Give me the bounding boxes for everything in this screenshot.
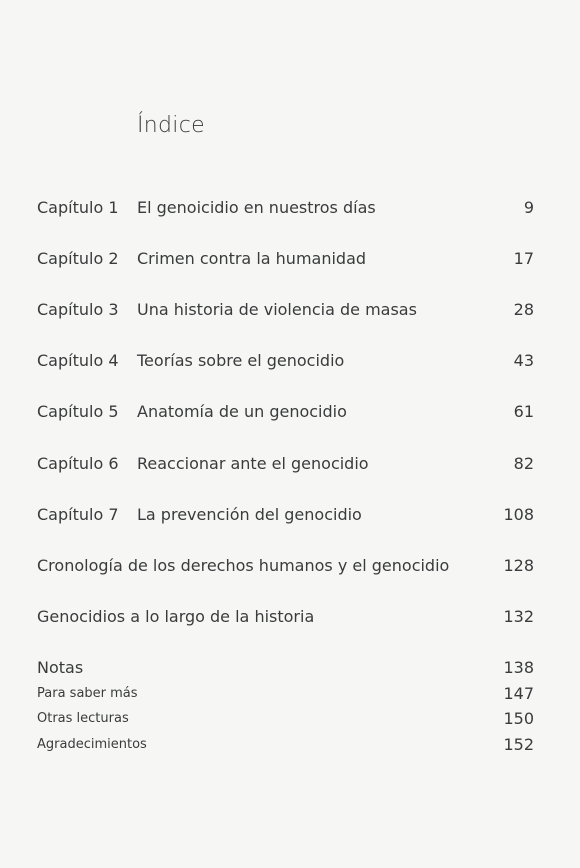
toc-entry-chronology — [37, 554, 534, 578]
toc-entry-acknowledgements — [37, 735, 534, 755]
toc-entry-notes — [37, 656, 534, 680]
page-number: 152 — [503, 735, 534, 754]
toc-entry-chapter-1 — [37, 196, 534, 220]
page-number: 28 — [513, 300, 534, 319]
chapter-title: Crimen contra la humanidad — [137, 249, 367, 268]
page-number: 108 — [503, 505, 534, 524]
chapter-label: Capítulo 1 — [37, 198, 119, 217]
chapter-title: Teorías sobre el genocidio — [137, 351, 345, 370]
toc-entry-chapter-4 — [37, 349, 534, 373]
chapter-label: Capítulo 3 — [37, 300, 119, 319]
toc-entry-chapter-7 — [37, 503, 534, 527]
page-number: 9 — [523, 198, 534, 217]
chapter-title: Anatomía de un genocidio — [137, 402, 347, 421]
section-title: Genocidios a lo largo de la historia — [37, 607, 315, 626]
section-title: Para saber más — [37, 686, 138, 701]
page-number: 150 — [503, 709, 534, 728]
section-title: Agradecimientos — [37, 737, 147, 752]
section-title: Cronología de los derechos humanos y el genocidio — [37, 556, 450, 575]
chapter-label: Capítulo 2 — [37, 249, 119, 268]
toc-entry-chapter-5 — [37, 400, 534, 424]
toc-entry-chapter-3 — [37, 298, 534, 322]
page-number: 132 — [503, 607, 534, 626]
chapter-title: Reaccionar ante el genocidio — [137, 454, 369, 473]
page-number: 128 — [503, 556, 534, 575]
page-title: Índice — [137, 113, 205, 138]
page-number: 61 — [513, 402, 534, 421]
section-title: Otras lecturas — [37, 711, 129, 726]
chapter-title: El genoicidio en nuestros días — [137, 198, 376, 217]
page-number: 147 — [503, 684, 534, 703]
page-number: 43 — [513, 351, 534, 370]
chapter-label: Capítulo 6 — [37, 454, 119, 473]
toc-entry-chapter-6 — [37, 452, 534, 476]
chapter-title: La prevención del genocidio — [137, 505, 362, 524]
chapter-label: Capítulo 7 — [37, 505, 119, 524]
section-title: Notas — [37, 658, 84, 677]
chapter-label: Capítulo 5 — [37, 402, 119, 421]
page-number: 17 — [513, 249, 534, 268]
page-number: 82 — [513, 454, 534, 473]
chapter-title: Una historia de violencia de masas — [137, 300, 417, 319]
toc-entry-chapter-2 — [37, 247, 534, 271]
chapter-label: Capítulo 4 — [37, 351, 119, 370]
toc-entry-other-readings — [37, 709, 534, 729]
toc-entry-further-info — [37, 684, 534, 704]
page-number: 138 — [503, 658, 534, 677]
toc-entry-genocides-history — [37, 605, 534, 629]
